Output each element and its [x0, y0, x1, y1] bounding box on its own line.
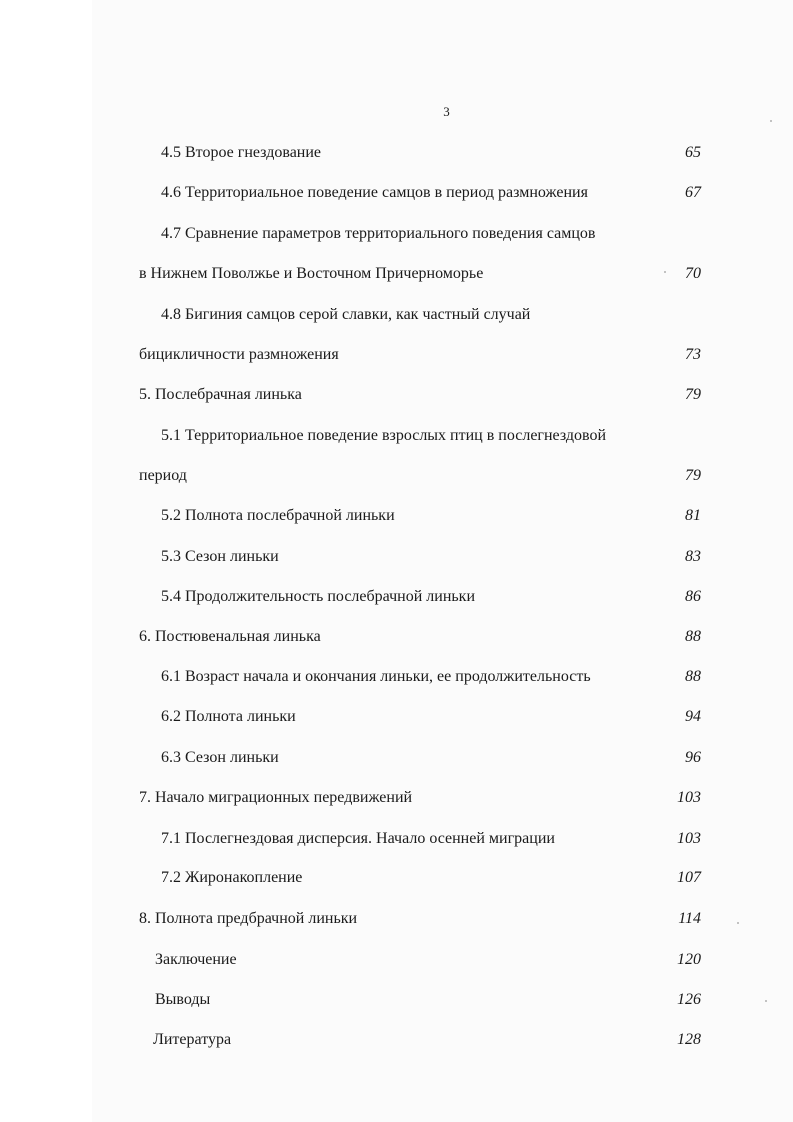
toc-entry-page: 79 — [685, 386, 701, 403]
toc-entry-page: 65 — [685, 144, 701, 161]
toc-entry-page: 96 — [685, 749, 701, 766]
toc-entry-title: 5.3 Сезон линьки — [161, 548, 279, 565]
toc-entry-page: 103 — [677, 789, 701, 806]
toc-entry-page: 81 — [685, 507, 701, 524]
toc-entry-title: бицикличности размножения — [139, 346, 339, 363]
toc-entry-title: 5.1 Территориальное поведение взрослых птиц в послегнездовой — [161, 427, 607, 444]
toc-entry-title: 6.1 Возраст начала и окончания линьки, ее продолжительность — [161, 668, 591, 685]
toc-entry-page: 128 — [677, 1031, 701, 1048]
toc-entry-title: 6.3 Сезон линьки — [161, 749, 279, 766]
toc-entry-title: в Нижнем Поволжье и Восточном Причерноморье — [139, 265, 484, 282]
toc-entry-title: 6. Постювенальная линька — [139, 628, 321, 645]
toc-entry-page: 88 — [685, 668, 701, 685]
toc-entry-page: 120 — [677, 951, 701, 968]
toc-entry-title: 5. Послебрачная линька — [139, 386, 302, 403]
toc-entry-page: 67 — [685, 184, 701, 201]
toc-entry-page: 114 — [678, 910, 701, 927]
toc-entry-title: 5.4 Продолжительность послебрачной линьки — [161, 588, 476, 605]
toc-entry-title: 7.1 Послегнездовая дисперсия. Начало осенней миграции — [161, 830, 555, 847]
toc-entry-title: 7. Начало миграционных передвижений — [139, 789, 413, 806]
toc-entry-page: 126 — [677, 991, 701, 1008]
toc-entry-title: 8. Полнота предбрачной линьки — [139, 910, 358, 927]
toc-entry-title: 4.6 Территориальное поведение самцов в период размножения — [161, 184, 588, 201]
toc-entry-page: 79 — [685, 467, 701, 484]
toc-entry-page: 86 — [685, 588, 701, 605]
toc-entry-title: 4.8 Бигиния самцов серой славки, как частный случай — [161, 306, 531, 323]
scan-speck — [664, 271, 666, 273]
scan-speck — [737, 922, 739, 924]
scan-speck — [770, 120, 772, 122]
toc-entry-page: 83 — [685, 548, 701, 565]
toc-entry-title: 4.5 Второе гнездование — [161, 144, 322, 161]
toc-entry-title: 5.2 Полнота послебрачной линьки — [161, 507, 395, 524]
toc-entry-title: период — [139, 467, 187, 484]
toc-entry-page: 70 — [685, 265, 701, 282]
page-number: 3 — [443, 104, 450, 119]
toc-entry-title: 4.7 Сравнение параметров территориального поведения самцов — [161, 225, 596, 242]
toc-entry-page: 88 — [685, 628, 701, 645]
toc-entry-title: Литература — [153, 1031, 232, 1048]
toc-entry-title: Заключение — [155, 951, 237, 968]
toc-entry-page: 73 — [685, 346, 701, 363]
toc-entry-title: 6.2 Полнота линьки — [161, 708, 296, 725]
toc-entry-title: 7.2 Жиронакопление — [161, 869, 303, 886]
toc-entry-page: 107 — [677, 869, 701, 886]
scan-speck — [765, 1000, 767, 1002]
toc-entry-page: 94 — [685, 708, 701, 725]
toc-entry-page: 103 — [677, 830, 701, 847]
toc-entry-title: Выводы — [155, 991, 211, 1008]
